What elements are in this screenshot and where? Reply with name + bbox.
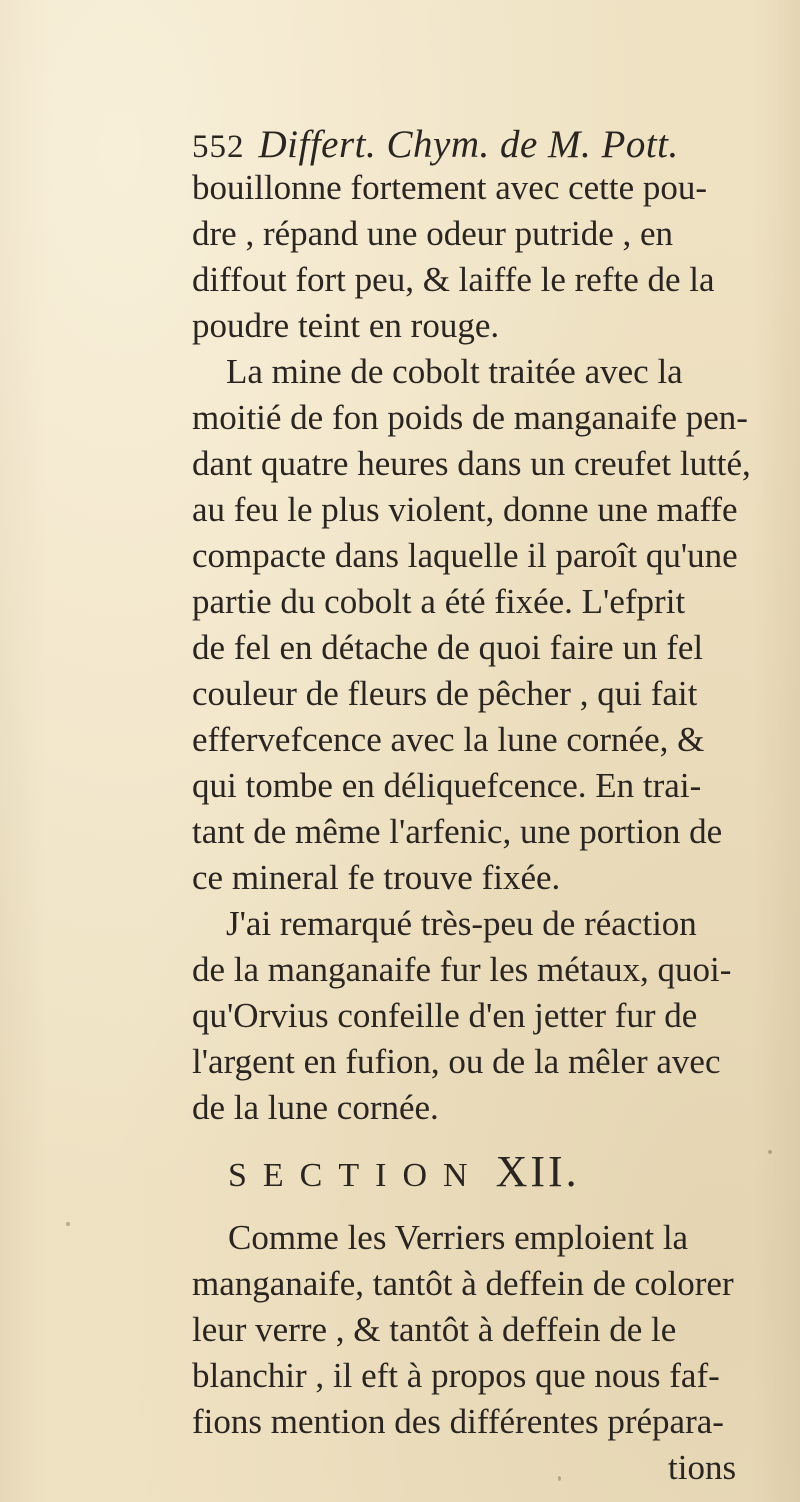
text-line: de la manganaife fur les métaux, quoi- bbox=[192, 950, 732, 989]
text-line: dant quatre heures dans un creufet lutté, bbox=[192, 444, 751, 483]
text-line: diffout fort peu, & laiffe le refte de la bbox=[192, 260, 715, 299]
text-line: Comme les Verriers emploient la bbox=[228, 1218, 689, 1257]
paper-speck bbox=[558, 1476, 561, 1481]
text-line: l'argent en fufion, ou de la mêler avec bbox=[192, 1042, 721, 1081]
text-line: compacte dans laquelle il paroît qu'une bbox=[192, 536, 738, 575]
running-title: Differt. Chym. de M. Pott. bbox=[258, 123, 679, 166]
section-label: SECTION bbox=[228, 1157, 484, 1194]
text-line: bouillonne fortement avec cette pou- bbox=[192, 168, 708, 207]
paper-speck bbox=[66, 1222, 70, 1226]
text-line: couleur de fleurs de pêcher , qui fait bbox=[192, 674, 698, 713]
text-line: blanchir , il eft à propos que nous faf- bbox=[192, 1356, 720, 1395]
text-line: J'ai remarqué très-peu de réaction bbox=[226, 904, 697, 943]
text-line: partie du cobolt a été fixée. L'efprit bbox=[192, 582, 686, 621]
text-line: effervefcence avec la lune cornée, & bbox=[192, 720, 705, 759]
text-line: qui tombe en déliquefcence. En trai- bbox=[192, 766, 702, 805]
paper-speck bbox=[768, 1150, 772, 1154]
text-line: La mine de cobolt traitée avec la bbox=[226, 352, 683, 391]
text-line: qu'Orvius confeille d'en jetter fur de bbox=[192, 996, 698, 1035]
text-line: moitié de fon poids de manganaife pen- bbox=[192, 398, 748, 437]
text-line: de fel en détache de quoi faire un fel bbox=[192, 628, 704, 667]
text-line: fions mention des différentes prépara- bbox=[192, 1402, 724, 1441]
text-line: leur verre , & tantôt à deffein de le bbox=[192, 1310, 677, 1349]
section-heading bbox=[228, 1146, 580, 1197]
page-header bbox=[192, 122, 752, 174]
text-line: poudre teint en rouge. bbox=[192, 306, 500, 345]
catchword: tions bbox=[668, 1448, 737, 1487]
text-line: manganaife, tantôt à deffein de colorer bbox=[192, 1264, 734, 1303]
section-number: XII. bbox=[495, 1147, 580, 1196]
text-line: ce mineral fe trouve fixée. bbox=[192, 858, 561, 897]
text-line: dre , répand une odeur putride , en bbox=[192, 214, 674, 253]
text-line: tant de même l'arfenic, une portion de bbox=[192, 812, 723, 851]
text-line: de la lune cornée. bbox=[192, 1088, 439, 1127]
page-number: 552 bbox=[192, 129, 245, 165]
text-line: au feu le plus violent, donne une maffe bbox=[192, 490, 738, 529]
